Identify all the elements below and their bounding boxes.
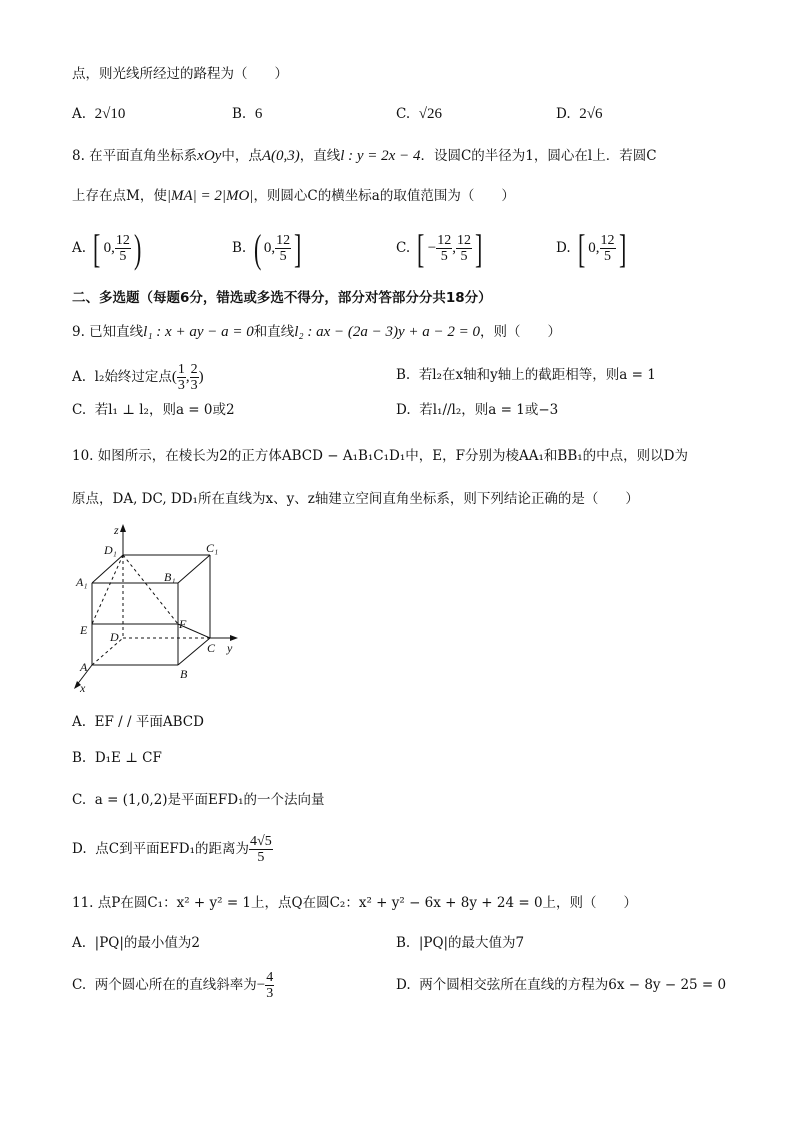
option-label: D. [396, 402, 411, 418]
option-text: 若l₁//l₂，则a = 1或−3 [419, 402, 559, 418]
label-x: x [80, 681, 86, 695]
z-arrow [120, 524, 126, 532]
q9-stem [72, 322, 561, 342]
option-label: A. [72, 240, 87, 256]
option-value: 6 [254, 106, 263, 122]
option-value: √26 [418, 106, 442, 122]
option-text: 两个圆相交弦所在直线的方程为6x − 8y − 25 = 0 [419, 977, 727, 993]
bracket-left: ( [253, 225, 261, 271]
q11-stem: 11. 点P在圆C₁：x² + y² = 1上，点Q在圆C₂：x² + y² − 6x + 8y + 24 = 0上，则（ ） [72, 895, 638, 911]
q8-option-d: D. [ 0, $\frac{12}{5}$ ] [556, 225, 626, 271]
q11-option-d [396, 975, 726, 995]
q9-stem-c: ，则（ ） [480, 324, 562, 340]
interval-left: 0 [588, 240, 596, 256]
q9-option-b [396, 365, 656, 385]
q10-option-b [72, 748, 162, 768]
option-text: 两个圆心所在的直线斜率为 [94, 977, 257, 993]
edge-b1-c1 [178, 555, 210, 583]
q8-option-b: B. ( 0, $\frac{12}{5}$ ] [232, 225, 302, 271]
option-label: B. [72, 750, 87, 766]
option-text: 若l₂在x轴和y轴上的截距相等，则a = 1 [418, 367, 656, 383]
q8-option-a: A. [ 0, $\frac{12}{5}$ ) [72, 225, 142, 271]
bracket-right: ] [294, 225, 302, 271]
section-title: 二、多选题（每题6分，错选或多选不得分，部分对答部分分共18分） [72, 290, 492, 306]
q8-line2 [72, 186, 515, 206]
bracket-right: ) [133, 225, 142, 271]
option-text: 若l₁ ⊥ l₂，则a = 0或2 [94, 402, 235, 418]
option-label: B. [232, 240, 247, 256]
option-label: B. [396, 367, 411, 383]
q10-line1: 10. 如图所示，在棱长为2的正方体ABCD − A₁B₁C₁D₁中，E，F分别为棱AA₁和BB₁的中点，则以D为 [72, 448, 688, 464]
label-d1: D₁ [104, 543, 117, 557]
option-label: B. [396, 935, 411, 951]
label-d: D [110, 630, 119, 644]
q8-prefix: 8. 在平面直角坐标系 [72, 148, 198, 164]
interval-left: 0 [103, 240, 112, 256]
q11-option-b [396, 933, 524, 953]
option-label: A. [72, 714, 87, 730]
label-b1: B₁ [164, 570, 176, 584]
q8-line1 [72, 146, 657, 166]
q10-option-a [72, 712, 204, 732]
label-c: C [207, 641, 216, 655]
option-text: a = (1,0,2)是平面EFD₁的一个法向量 [94, 792, 325, 808]
q8-mid: 中，点 [221, 148, 262, 164]
option-label: D. [556, 240, 571, 256]
option-text: l₂始终过定点 [94, 369, 172, 385]
q8-condition: |MA| = 2|MO| [166, 188, 254, 204]
option-text: D₁E ⊥ CF [94, 750, 162, 766]
bracket-left: [ [577, 225, 586, 271]
q7-option-b [232, 104, 262, 124]
option-label: D. [396, 977, 411, 993]
q9-option-c [72, 400, 235, 420]
option-label: C. [72, 792, 87, 808]
q10-line2: 原点，DA, DC, DD₁所在直线为x、y、z轴建立空间直角坐标系，则下列结论正确的是（ ） [72, 491, 639, 507]
option-text: EF / / 平面ABCD [94, 714, 204, 730]
interval-left: 0 [263, 240, 272, 256]
option-value: 2√6 [579, 106, 603, 122]
q11-option-a [72, 933, 200, 953]
edge-a1-d1 [92, 555, 123, 583]
label-a1: A₁ [76, 575, 88, 589]
option-label: D. [556, 106, 571, 122]
edge-d1-e [92, 555, 123, 624]
option-label: A. [72, 106, 87, 122]
q8-line2-tail: ，则圆心C的横坐标a的取值范围为（ ） [253, 188, 515, 204]
bracket-right: ] [618, 225, 626, 271]
interval-fraction: $\frac{12}{5}$ [276, 233, 291, 264]
q7-option-d [556, 104, 602, 124]
option-text: |PQ|的最大值为7 [418, 935, 525, 951]
option-label: A. [72, 369, 87, 385]
q7-option-c [396, 104, 442, 124]
q10-option-d [72, 832, 273, 866]
option-label: C. [396, 106, 411, 122]
slope-fraction: $\frac{4}{3}$ [266, 970, 274, 1001]
option-label: C. [396, 240, 411, 256]
q8-point: A(0,3) [261, 148, 300, 164]
interval-fraction: $\frac{12}{5}$ [600, 233, 615, 264]
q9-stem-a: 9. 已知直线 [72, 324, 144, 340]
label-b: B [180, 667, 188, 681]
q7-option-a [72, 104, 125, 124]
q8-line2-text: 上存在点M，使 [72, 188, 167, 204]
label-a: A [80, 660, 88, 674]
q8-coord: xOy [197, 148, 222, 164]
label-c1: C₁ [206, 541, 219, 555]
interval-fraction-left: $\frac{12}{5}$ [437, 233, 452, 264]
q9-stem-b: 和直线 [253, 324, 295, 340]
q10-option-c [72, 790, 325, 810]
option-label: C. [72, 977, 87, 993]
q8-line-word: ，直线 [299, 148, 341, 164]
q11-option-c: C. 两个圆心所在的直线斜率为− $\frac{4}{3}$ [72, 970, 274, 1001]
distance-fraction: $\frac{4√5}{5}$ [250, 834, 272, 865]
edge-b-c [178, 638, 210, 665]
option-text: 点C到平面EFD₁的距离为 [95, 841, 250, 857]
q8-option-c: C. [ − $\frac{12}{5}$ , $\frac{12}{5}$ ] [396, 225, 483, 271]
bracket-left: [ [417, 225, 425, 271]
q9-option-d [396, 400, 558, 420]
option-text: |PQ|的最小值为2 [94, 935, 200, 951]
label-e: E [80, 623, 88, 637]
q9-option-a: A. l₂始终过定点( $\frac{1}{3}$ , $\frac{2}{3}$ ) [72, 362, 204, 393]
interval-fraction: $\frac{12}{5}$ [115, 233, 130, 264]
label-y: y [227, 641, 233, 655]
q7-stem-tail: 点，则光线所经过的路程为（ ） [72, 66, 288, 82]
option-value: 2√10 [94, 106, 126, 122]
option-label: B. [232, 106, 247, 122]
label-f: F [179, 617, 187, 631]
cube-figure [70, 520, 250, 700]
option-label: A. [72, 935, 87, 951]
label-z: z [114, 523, 119, 537]
option-label: D. [72, 841, 87, 857]
option-label: C. [72, 402, 87, 418]
edge-d1-f [123, 555, 178, 624]
q9-line2: l₂ : ax − (2a − 3)y + a − 2 = 0 [294, 324, 481, 340]
q8-tail: ．设圆C的半径为1，圆心在l上．若圆C [420, 148, 657, 164]
bracket-left: [ [93, 225, 101, 271]
bracket-right: ] [474, 225, 483, 271]
q9-line1: l₁ : x + ay − a = 0 [143, 324, 254, 340]
q8-line-eq: l : y = 2x − 4 [340, 148, 421, 164]
interval-fraction: $\frac{12}{5}$ [456, 233, 471, 264]
